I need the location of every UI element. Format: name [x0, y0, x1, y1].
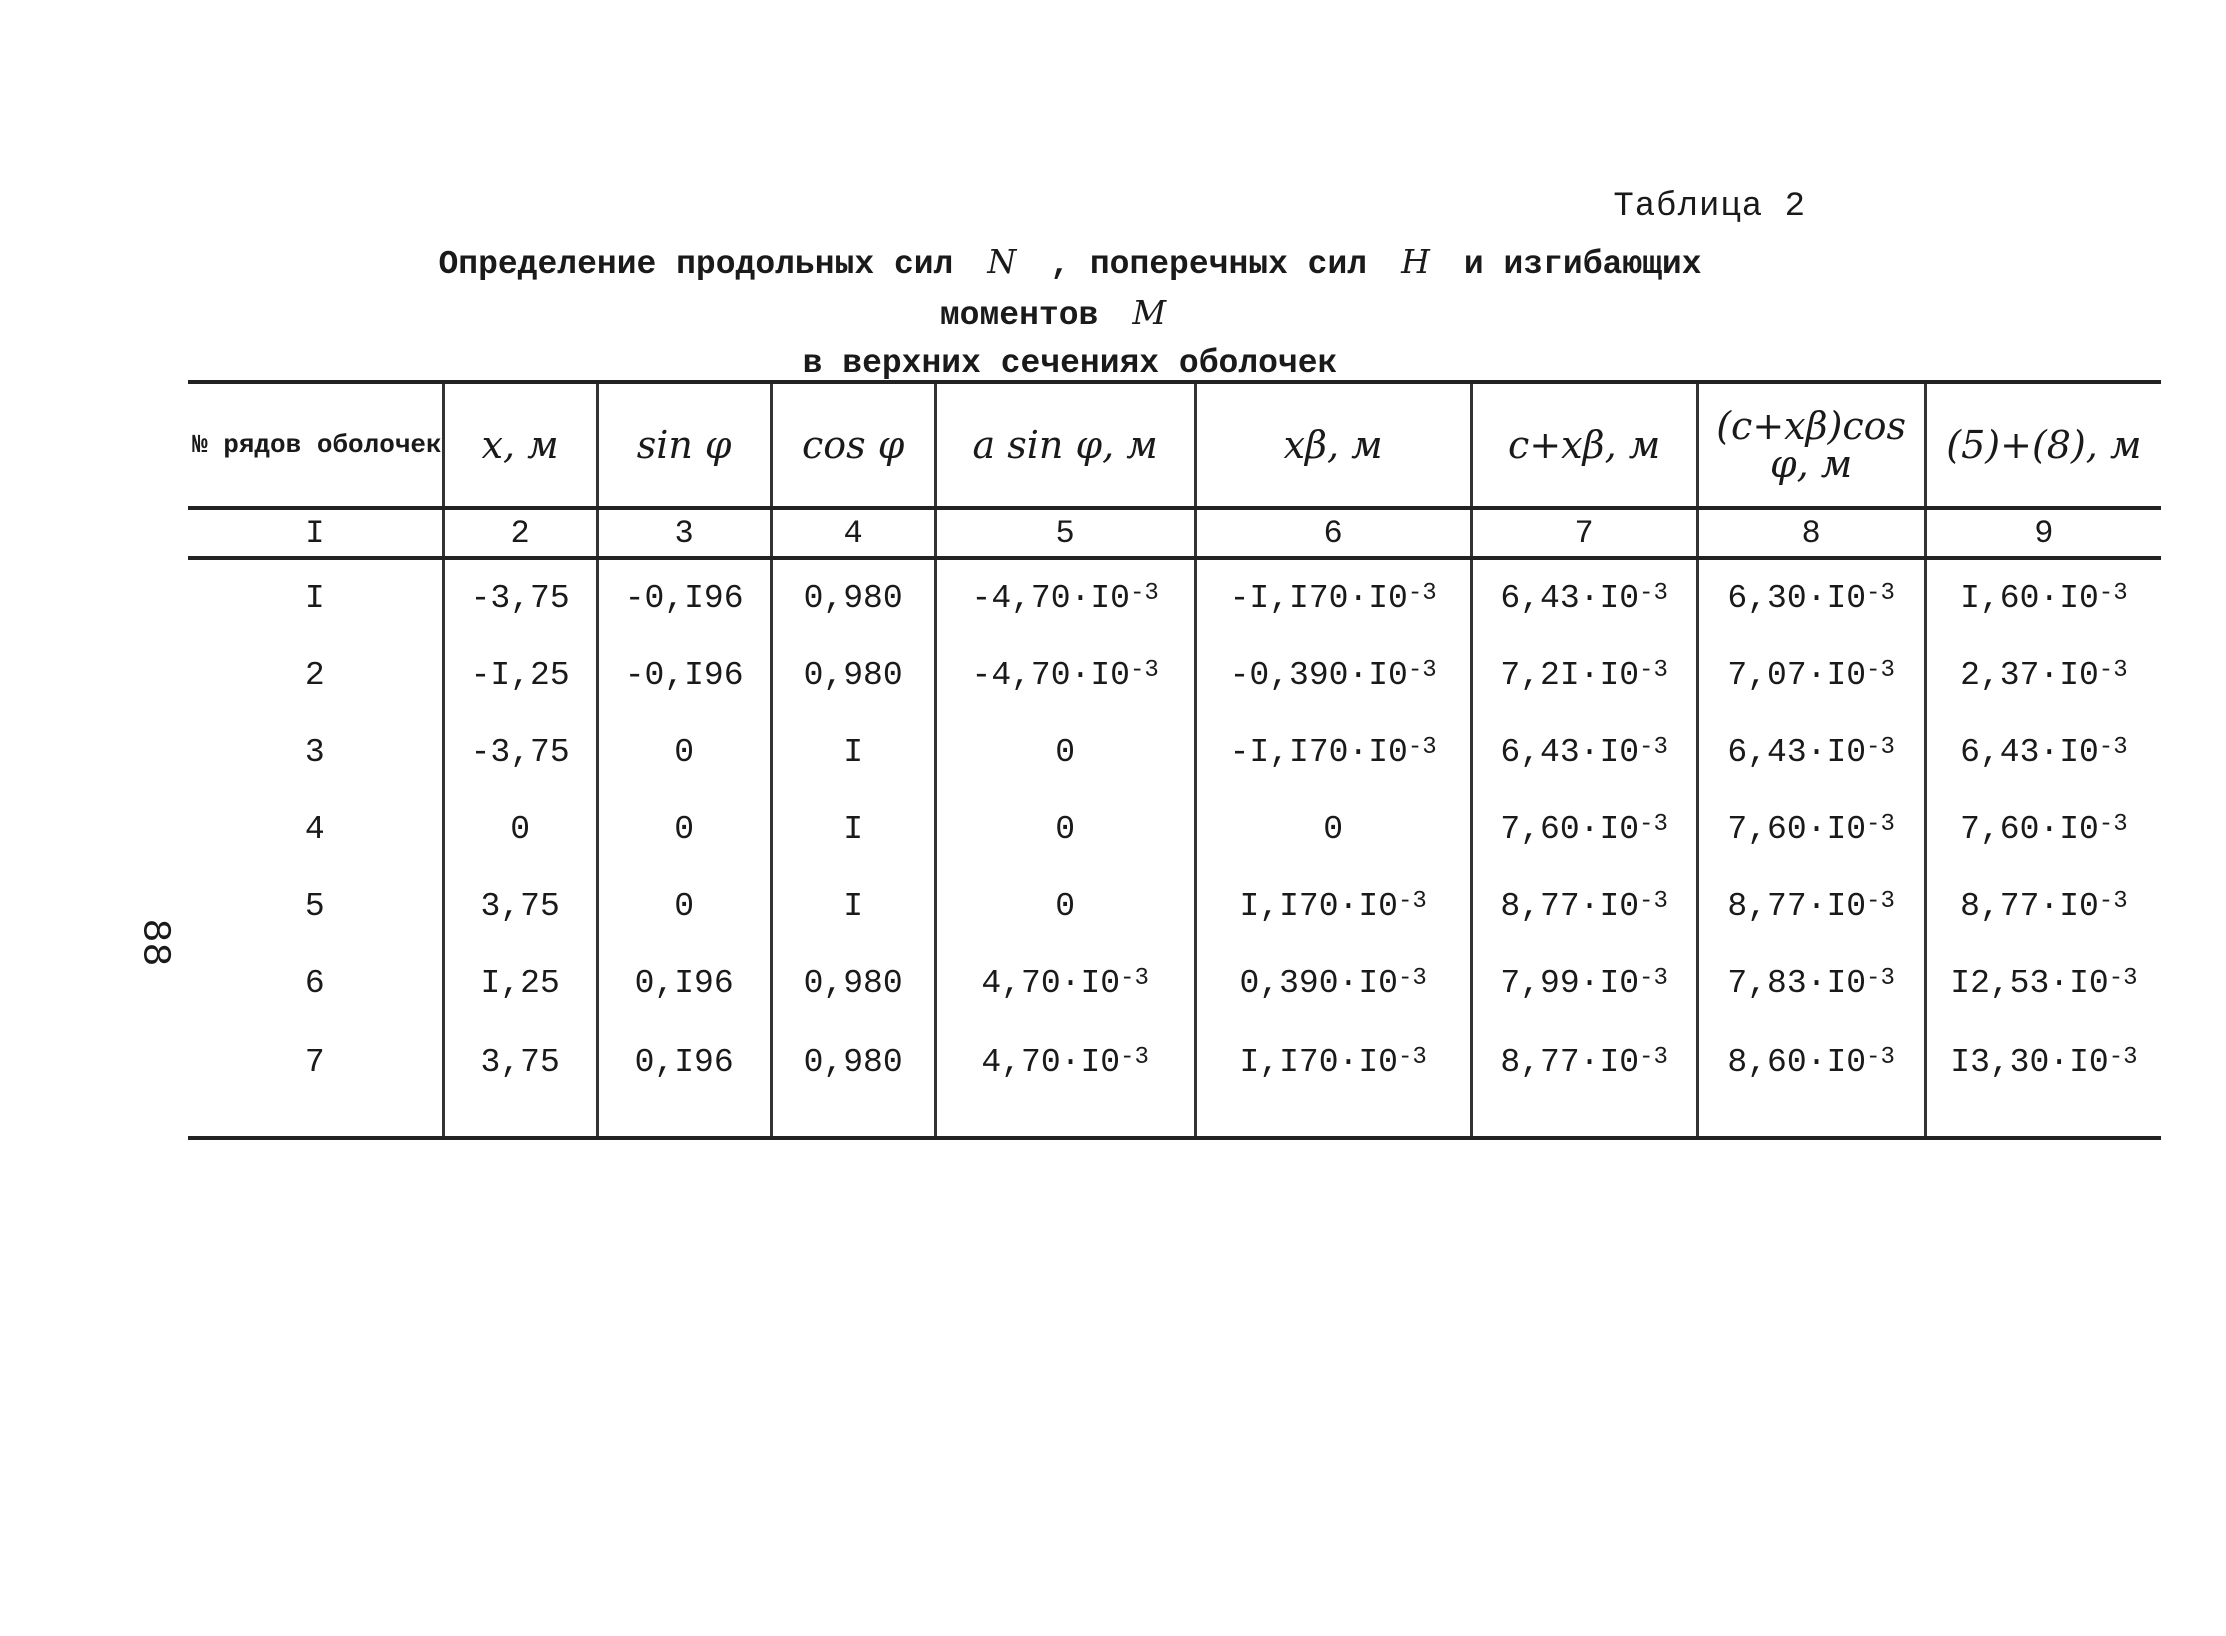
cell-exponent: -3	[1639, 965, 1668, 992]
cell-value: 8,77·I0	[1500, 888, 1640, 925]
cell-value: 4,70·I0	[981, 965, 1121, 1002]
cell-value: -4,70·I0	[971, 580, 1130, 617]
c-plus-x-beta-cell	[1471, 637, 1697, 714]
table-row	[188, 945, 2161, 1022]
sum-cell	[1925, 868, 2161, 945]
x-beta-cell	[1195, 868, 1471, 945]
cell-exponent: -3	[2098, 888, 2128, 915]
c-plus-x-beta-cos-cell	[1697, 868, 1925, 945]
a-sin-cell	[935, 791, 1195, 868]
cell-value: I	[304, 580, 325, 617]
cell-exponent: -3	[1407, 734, 1437, 761]
cos-cell	[771, 868, 935, 945]
cell-value: 8,77·I0	[1727, 888, 1867, 925]
caption-text-b: , поперечных сил	[1050, 246, 1368, 283]
c-plus-x-beta-cell	[1471, 945, 1697, 1022]
a-sin-cell	[935, 714, 1195, 791]
cell-value: 2,37·I0	[1960, 657, 2099, 694]
cell-value: 3	[304, 734, 325, 771]
row-number-cell	[188, 1022, 443, 1138]
cell-value: 4,70·I0	[981, 1044, 1121, 1081]
x-cell	[443, 868, 597, 945]
c-plus-x-beta-cell	[1471, 558, 1697, 637]
cell-value: -I,I70·I0	[1229, 580, 1408, 617]
cell-value: 2	[304, 657, 325, 694]
cell-exponent: -3	[2098, 657, 2128, 684]
col-header-sum: (5)+(8), м	[1925, 382, 2161, 508]
x-beta-cell	[1195, 945, 1471, 1022]
cell-value: -I,I70·I0	[1229, 734, 1408, 771]
cell-value: 0	[674, 734, 695, 771]
cell-exponent: -3	[1866, 580, 1895, 607]
cell-value: -I,25	[470, 657, 570, 694]
data-table	[188, 380, 2161, 1140]
col-header-a-sin: a sin φ, м	[935, 382, 1195, 508]
column-number: 9	[1925, 508, 2161, 558]
cell-value: 7,2I·I0	[1500, 657, 1640, 694]
c-plus-x-beta-cos-cell	[1697, 791, 1925, 868]
cell-exponent: -3	[1639, 657, 1668, 684]
cell-exponent: -3	[1407, 580, 1437, 607]
cos-cell	[771, 1022, 935, 1138]
cell-value: 0	[1323, 811, 1344, 848]
cell-value: I,60·I0	[1960, 580, 2099, 617]
cell-value: I	[843, 811, 864, 848]
cell-value: 3,75	[480, 1044, 560, 1081]
cell-value: 0	[1055, 734, 1076, 771]
cell-value: 0,980	[803, 580, 903, 617]
column-number: 4	[771, 508, 935, 558]
cell-value: I	[843, 888, 864, 925]
cell-value: 4	[304, 811, 325, 848]
cell-exponent: -3	[2098, 734, 2128, 761]
cell-value: 7,60·I0	[1960, 811, 2099, 848]
c-plus-x-beta-cell	[1471, 791, 1697, 868]
column-number: 2	[443, 508, 597, 558]
cell-value: I,25	[480, 965, 560, 1002]
cell-value: 6	[304, 965, 325, 1002]
cell-value: 7,83·I0	[1727, 965, 1867, 1002]
col-header-row-number: № рядов оболочек	[188, 382, 443, 508]
cell-value: 7,99·I0	[1500, 965, 1640, 1002]
cell-value: 7,07·I0	[1727, 657, 1867, 694]
cell-value: 0,390·I0	[1239, 965, 1398, 1002]
a-sin-cell	[935, 868, 1195, 945]
x-beta-cell	[1195, 558, 1471, 637]
row-number-cell	[188, 558, 443, 637]
caption-text-a: Определение продольных сил	[438, 246, 954, 283]
cell-value: 0	[510, 811, 531, 848]
cell-exponent: -3	[2108, 1044, 2138, 1071]
c-plus-x-beta-cell	[1471, 868, 1697, 945]
cell-exponent: -3	[2098, 580, 2128, 607]
sum-cell	[1925, 714, 2161, 791]
c-plus-x-beta-cos-cell	[1697, 714, 1925, 791]
table-row	[188, 637, 2161, 714]
row-number-cell	[188, 714, 443, 791]
cell-value: 0	[674, 888, 695, 925]
cell-value: 0,I96	[634, 1044, 734, 1081]
cell-value: 6,30·I0	[1727, 580, 1867, 617]
sin-cell	[597, 714, 771, 791]
row-number-cell	[188, 868, 443, 945]
sin-cell	[597, 945, 771, 1022]
table-row	[188, 714, 2161, 791]
table-row	[188, 868, 2161, 945]
cell-value: 8,77·I0	[1500, 1044, 1640, 1081]
c-plus-x-beta-cell	[1471, 714, 1697, 791]
cell-value: 0,980	[803, 657, 903, 694]
cos-cell	[771, 558, 935, 637]
table-caption	[360, 238, 1780, 388]
table-row	[188, 558, 2161, 637]
sum-cell	[1925, 1022, 2161, 1138]
a-sin-cell	[935, 637, 1195, 714]
row-number-cell	[188, 637, 443, 714]
cell-value: 0	[674, 811, 695, 848]
x-cell	[443, 714, 597, 791]
cell-value: -4,70·I0	[971, 657, 1130, 694]
cell-exponent: -3	[1866, 657, 1895, 684]
cell-exponent: -3	[1866, 811, 1895, 838]
cell-value: 5	[304, 888, 325, 925]
cell-value: 0,980	[803, 965, 903, 1002]
cell-value: 6,43·I0	[1960, 734, 2099, 771]
sum-cell	[1925, 637, 2161, 714]
sin-cell	[597, 1022, 771, 1138]
caption-line-2: в верхних сечениях оболочек	[802, 345, 1338, 382]
caption-symbol-h: H	[1401, 242, 1430, 281]
cell-value: 3,75	[480, 888, 560, 925]
a-sin-cell	[935, 558, 1195, 637]
column-number: I	[188, 508, 443, 558]
cell-exponent: -3	[1397, 888, 1427, 915]
caption-symbol-m: M	[1132, 293, 1167, 332]
caption-symbol-n: N	[987, 242, 1017, 281]
row-number-cell	[188, 791, 443, 868]
cell-exponent: -3	[1866, 1044, 1895, 1071]
cell-value: 0,I96	[634, 965, 734, 1002]
sin-cell	[597, 868, 771, 945]
x-cell	[443, 945, 597, 1022]
cell-value: -3,75	[470, 580, 570, 617]
c-plus-x-beta-cell	[1471, 1022, 1697, 1138]
column-number: 5	[935, 508, 1195, 558]
sum-cell	[1925, 791, 2161, 868]
table-label: Таблица 2	[1613, 188, 1806, 226]
cell-value: 0,980	[803, 1044, 903, 1081]
c-plus-x-beta-cos-cell	[1697, 558, 1925, 637]
page-number: 88	[131, 918, 177, 967]
cos-cell	[771, 791, 935, 868]
cos-cell	[771, 714, 935, 791]
cos-cell	[771, 945, 935, 1022]
col-header-x-beta: xβ, м	[1195, 382, 1471, 508]
col-header-sin: sin φ	[597, 382, 771, 508]
x-cell	[443, 791, 597, 868]
cell-exponent: -3	[1397, 965, 1427, 992]
c-plus-x-beta-cos-cell	[1697, 945, 1925, 1022]
cell-value: 6,43·I0	[1500, 734, 1640, 771]
column-number: 8	[1697, 508, 1925, 558]
cell-value: I2,53·I0	[1950, 965, 2109, 1002]
cell-value: I	[843, 734, 864, 771]
table-row	[188, 791, 2161, 868]
col-header-c-plus-x-beta: c+xβ, м	[1471, 382, 1697, 508]
cell-value: I,I70·I0	[1239, 1044, 1398, 1081]
column-number-row	[188, 508, 2161, 558]
cell-exponent: -3	[1407, 657, 1437, 684]
cell-exponent: -3	[1639, 1044, 1668, 1071]
cell-exponent: -3	[1120, 965, 1149, 992]
column-number: 3	[597, 508, 771, 558]
sum-cell	[1925, 558, 2161, 637]
x-cell	[443, 1022, 597, 1138]
cell-value: 8,60·I0	[1727, 1044, 1867, 1081]
cell-exponent: -3	[2108, 965, 2138, 992]
cell-exponent: -3	[1129, 657, 1159, 684]
cell-value: 6,43·I0	[1500, 580, 1640, 617]
cell-exponent: -3	[1866, 965, 1895, 992]
cell-value: 0	[1055, 811, 1076, 848]
c-plus-x-beta-cos-cell	[1697, 637, 1925, 714]
col-header-x: x, м	[443, 382, 597, 508]
cell-value: 0	[1055, 888, 1076, 925]
cell-exponent: -3	[1639, 888, 1668, 915]
cos-cell	[771, 637, 935, 714]
cell-value: I,I70·I0	[1239, 888, 1398, 925]
cell-exponent: -3	[1639, 734, 1668, 761]
table-row	[188, 1022, 2161, 1138]
col-header-c-plus-x-beta-cos: (c+xβ)cos φ, м	[1697, 382, 1925, 508]
x-cell	[443, 558, 597, 637]
sin-cell	[597, 558, 771, 637]
column-number: 7	[1471, 508, 1697, 558]
cell-exponent: -3	[1639, 811, 1668, 838]
x-beta-cell	[1195, 714, 1471, 791]
col-header-cos: cos φ	[771, 382, 935, 508]
cell-exponent: -3	[1120, 1044, 1149, 1071]
caption-text-c: и изгибающих моментов	[939, 246, 1702, 334]
x-beta-cell	[1195, 637, 1471, 714]
cell-value: -0,390·I0	[1229, 657, 1408, 694]
cell-exponent: -3	[1866, 734, 1895, 761]
cell-value: 7,60·I0	[1727, 811, 1867, 848]
cell-value: I3,30·I0	[1950, 1044, 2109, 1081]
x-beta-cell	[1195, 1022, 1471, 1138]
cell-exponent: -3	[1397, 1044, 1427, 1071]
cell-value: 7,60·I0	[1500, 811, 1640, 848]
a-sin-cell	[935, 945, 1195, 1022]
x-beta-cell	[1195, 791, 1471, 868]
row-number-cell	[188, 945, 443, 1022]
cell-value: -3,75	[470, 734, 570, 771]
cell-exponent: -3	[1866, 888, 1895, 915]
cell-value: -0,I96	[624, 580, 744, 617]
cell-value: 6,43·I0	[1727, 734, 1867, 771]
a-sin-cell	[935, 1022, 1195, 1138]
column-number: 6	[1195, 508, 1471, 558]
cell-exponent: -3	[1129, 580, 1159, 607]
c-plus-x-beta-cos-cell	[1697, 1022, 1925, 1138]
header-row	[188, 382, 2161, 508]
sin-cell	[597, 791, 771, 868]
sin-cell	[597, 637, 771, 714]
caption-line-1	[360, 238, 1780, 340]
cell-value: 7	[304, 1044, 325, 1081]
x-cell	[443, 637, 597, 714]
cell-exponent: -3	[2098, 811, 2128, 838]
cell-exponent: -3	[1639, 580, 1668, 607]
sum-cell	[1925, 945, 2161, 1022]
cell-value: 8,77·I0	[1960, 888, 2099, 925]
cell-value: -0,I96	[624, 657, 744, 694]
